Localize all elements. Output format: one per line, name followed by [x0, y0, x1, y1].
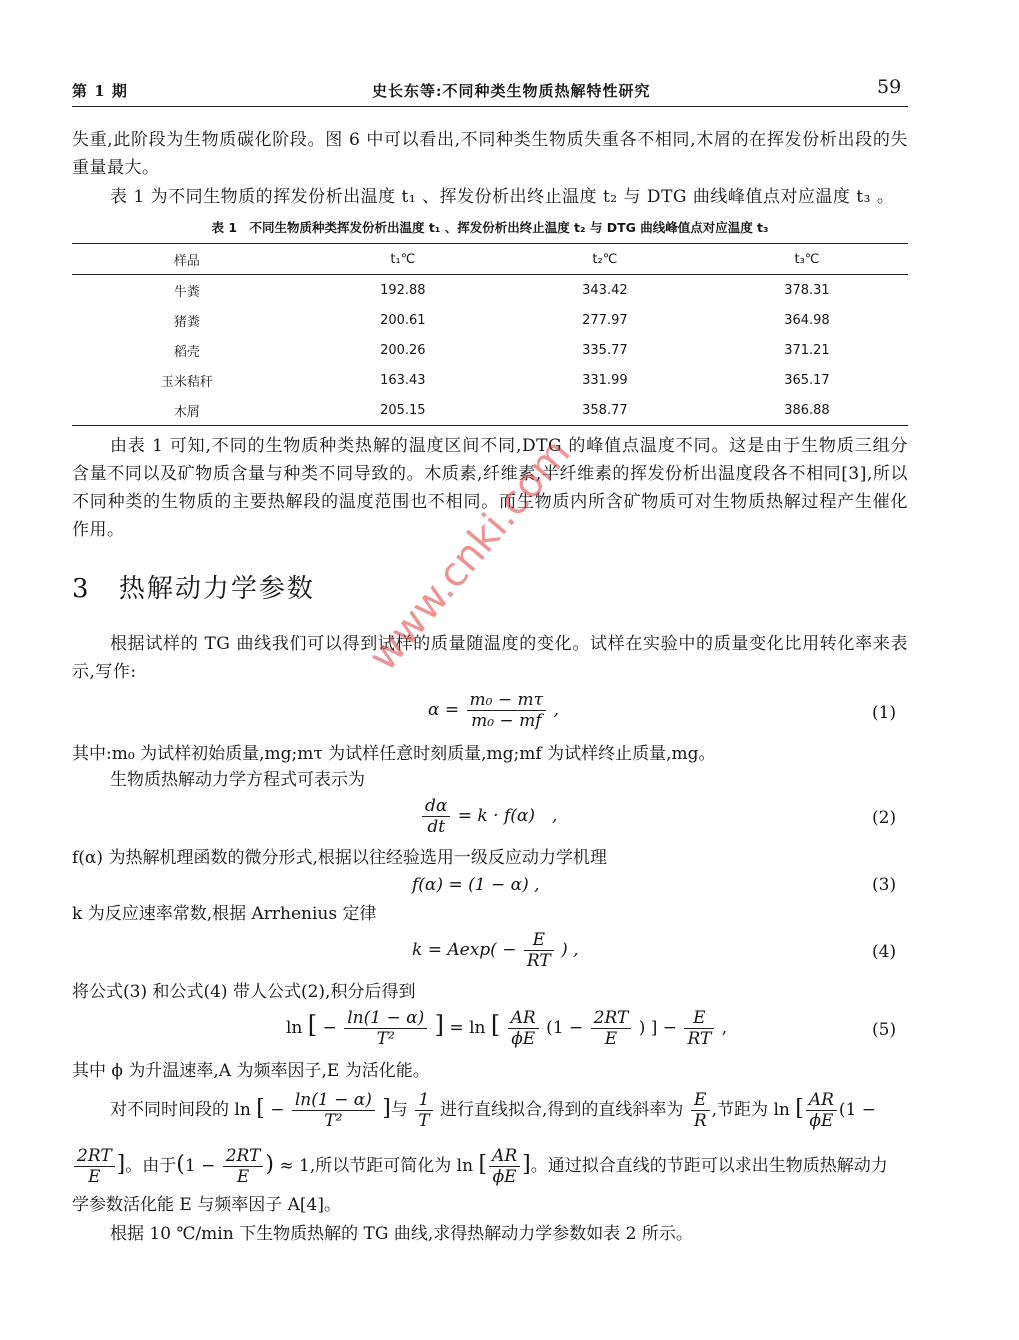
- inline-frac-ln-den: T²: [324, 1111, 343, 1131]
- paragraph-3: 由表 1 可知,不同的生物质种类热解的温度区间不同,DTG 的峰值点温度不同。这是由于生物质三组分含量不同以及矿物质含量与种类不同导致的。木质素,纤维素,半纤维素的挥发份析出温度段各不相同[3],所以不同种类的生物质的主要热解段的温度范围也不相同。而生物质内所含矿物质可对生物质热解过程产生催化作用。: [72, 436, 908, 540]
- table-cell: 386.88: [784, 402, 830, 418]
- table-header-cell: t₁℃: [390, 251, 416, 267]
- table-caption: 表 1 不同生物质种类挥发份析出温度 t₁ 、挥发份析出终止温度 t₂ 与 DTG 曲线峰值点对应温度 t₃: [211, 220, 769, 235]
- equation-1: [428, 690, 559, 731]
- eq5-ln: ln: [286, 1018, 303, 1038]
- paragraph-7: f(α) 为热解机理函数的微分形式,根据以往经验选用一级反应动力学机理: [72, 848, 607, 868]
- watermark-text: www.cnki.com: [360, 430, 580, 680]
- table-row: [72, 335, 908, 365]
- p11-text-c: 进行直线拟合,得到的直线斜率为: [440, 1100, 684, 1120]
- p11-one-minus: (1 −: [838, 1100, 877, 1120]
- table-row: [72, 365, 908, 395]
- table-cell: 木屑: [173, 404, 200, 420]
- eq5-number: (5): [872, 1020, 897, 1040]
- running-title: 史长东等:不同种类生物质热解特性研究: [372, 82, 651, 100]
- inline-frac-2rte-b-num: 2RT: [223, 1146, 264, 1167]
- inline-frac-1t-num: 1: [415, 1090, 432, 1111]
- table-row: [72, 395, 908, 426]
- table-header-cell: 样品: [173, 253, 200, 269]
- eq5-den3: E: [604, 1029, 618, 1049]
- eq1-numerator: m₀ − mτ: [467, 690, 547, 711]
- paragraph-1: 失重,此阶段为生物质碳化阶段。图 6 中可以看出,不同种类生物质失重各不相同,木屑的在挥发份析出段的失重量最大。: [72, 130, 908, 178]
- inline-frac-arphie-b-den: ϕE: [492, 1167, 517, 1187]
- inline-frac-arphie-b-num: AR: [489, 1146, 520, 1167]
- p12-text-a: 。由于: [125, 1156, 177, 1176]
- inline-fraction-1T: [415, 1090, 432, 1131]
- table-cell: 331.99: [582, 372, 628, 388]
- eq5-num1: ln(1 − α): [344, 1008, 427, 1029]
- inline-frac-1t-den: T: [418, 1111, 430, 1131]
- eq5-den2: ϕE: [511, 1029, 536, 1049]
- eq5-den4: RT: [687, 1029, 712, 1049]
- eq5-fraction-1: [344, 1008, 427, 1049]
- eq1-tail: ,: [553, 700, 559, 720]
- eq2-numerator: dα: [422, 796, 450, 817]
- inline-fraction-ARphiE-b: [489, 1146, 520, 1187]
- eq4-number: (4): [872, 942, 897, 962]
- eq3-number: (3): [872, 875, 897, 895]
- inline-frac-er-den: R: [693, 1111, 707, 1131]
- section-number: 3: [72, 574, 91, 604]
- eq5-mid: = ln: [449, 1018, 486, 1038]
- eq5-num2: AR: [508, 1008, 539, 1029]
- table-cell: 277.97: [582, 312, 628, 328]
- paragraph-9: 将公式(3) 和公式(4) 带人公式(2),积分后得到: [72, 982, 416, 1002]
- p11-text-a: 对不同时间段的 ln: [110, 1100, 251, 1120]
- eq1-number: (1): [872, 703, 897, 723]
- inline-fraction-ER: [691, 1090, 710, 1131]
- eq5-bracket-open: [: [307, 1011, 318, 1039]
- table-cell: 365.17: [784, 372, 830, 388]
- table-header-cell: t₂℃: [592, 251, 618, 267]
- table-cell: 343.42: [582, 282, 628, 298]
- inline-frac-ln-num: ln(1 − α): [292, 1090, 375, 1111]
- table-cell: 358.77: [582, 402, 628, 418]
- p11-text-d: ,节距为 ln: [711, 1100, 790, 1120]
- table-cell: 205.15: [380, 402, 426, 418]
- paragraph-12: $\frac{2RT}{E}$ ]。由于(1 − $\frac{2RT}{E}$ ) ≈ 1,所以节距可简化为 ln [ $\frac{AR}{\phi E}$ ]。通过拟合直线的节距可以求出生物质热解动力: [72, 1146, 888, 1187]
- table-row: [72, 305, 908, 335]
- eq1-fraction: [467, 690, 547, 731]
- data-table: [72, 243, 908, 426]
- inline-fraction-ARphiE: [806, 1090, 837, 1131]
- inline-frac-2rte-b-den: E: [236, 1167, 250, 1187]
- header-rule: [72, 106, 908, 107]
- table-cell: 335.77: [582, 342, 628, 358]
- table-cell: 玉米秸秆: [160, 374, 213, 390]
- page-number: 59: [877, 76, 902, 98]
- table-cell: 163.43: [380, 372, 426, 388]
- eq5-fraction-2: [508, 1008, 539, 1049]
- eq5-num3: 2RT: [591, 1008, 632, 1029]
- inline-frac-er-num: E: [691, 1090, 710, 1111]
- paragraph-4: 根据试样的 TG 曲线我们可以得到试样的质量随温度的变化。试样在实验中的质量变化比用转化率来表示,写作:: [72, 634, 908, 682]
- inline-fraction-2RTE-b: [223, 1146, 264, 1187]
- paragraph-11: 对不同时间段的 ln [ − $\frac{\ln(1 - \alpha)}{\text{T²}}$ ]与 $\frac{1}{T}$ 进行直线拟合,得到的直线斜率为 $\frac{E}{R}$ ,节距为 ln [ $\frac{AR}{\phi E}$ (1 −: [110, 1090, 877, 1131]
- paragraph-2: 表 1 为不同生物质的挥发份析出温度 t₁ 、挥发份析出终止温度 t₂ 与 DTG 曲线峰值点对应温度 t₃ 。: [110, 187, 895, 207]
- table-cell: 200.61: [380, 312, 426, 328]
- p12-text-c: 。通过拟合直线的节距可以求出生物质热解动力: [530, 1156, 888, 1176]
- equation-2: [420, 796, 557, 837]
- equation-5: ln [ − $\frac{\ln(1 - \alpha)}{\text{T²}}$ ] = ln [ $\frac{AR}{\phi E}$ (1 − $\frac{2RT}{E}$ ) ] − $\frac{E}{RT}$ ,: [286, 1008, 728, 1049]
- eq2-number: (2): [872, 808, 897, 828]
- paragraph-6: 生物质热解动力学方程式可表示为: [110, 770, 365, 790]
- paragraph-13: 学参数活化能 E 与频率因子 A[4]。: [72, 1195, 341, 1215]
- eq5-tail: ) ] −: [638, 1018, 678, 1038]
- p12-text-b: ≈ 1,所以节距可简化为 ln: [279, 1156, 474, 1176]
- eq5-num4: E: [684, 1008, 714, 1029]
- eq4-tail: ) ,: [561, 940, 579, 960]
- p11-text-b: 与: [390, 1100, 408, 1120]
- eq5-bracket-open-2: [: [490, 1011, 501, 1039]
- paragraph-10: 其中 ϕ 为升温速率,A 为频率因子,E 为活化能。: [72, 1061, 430, 1081]
- eq4-lhs: k = Aexp( −: [412, 940, 517, 960]
- paragraph-14: 根据 10 ℃/min 下生物质热解的 TG 曲线,求得热解动力学参数如表 2 所示。: [110, 1224, 693, 1244]
- eq4-numerator: E: [524, 930, 554, 951]
- inline-frac-arphie-den: ϕE: [809, 1111, 834, 1131]
- eq2-denominator: dt: [427, 817, 446, 837]
- eq2-rhs: = k · f(α) ,: [457, 806, 558, 826]
- table-row: [72, 275, 908, 306]
- issue-label: 第 1 期: [72, 82, 128, 100]
- eq1-lhs: α =: [428, 700, 460, 720]
- section-heading: [72, 568, 315, 605]
- paragraph-8: k 为反应速率常数,根据 Arrhenius 定律: [72, 904, 377, 924]
- section-title: 热解动力学参数: [118, 574, 315, 604]
- table-cell: 371.21: [784, 342, 830, 358]
- table-cell: 364.98: [784, 312, 830, 328]
- inline-frac-arphie-num: AR: [806, 1090, 837, 1111]
- paragraph-5: 其中:m₀ 为试样初始质量,mg;mτ 为试样任意时刻质量,mg;mf 为试样终止质量,mg。: [72, 744, 716, 764]
- table-cell: 192.88: [380, 282, 426, 298]
- eq5-inner: (1 −: [546, 1018, 584, 1038]
- table-header-row: [72, 244, 908, 275]
- eq5-end: ,: [721, 1018, 728, 1038]
- eq4-fraction: [524, 930, 554, 971]
- eq5-den1: T²: [376, 1029, 395, 1049]
- inline-frac-2rte-den: E: [88, 1167, 101, 1187]
- eq2-fraction: [422, 796, 450, 837]
- equation-4: [412, 930, 579, 971]
- table-cell: 378.31: [784, 282, 830, 298]
- eq1-denominator: m₀ − mf: [471, 711, 542, 731]
- table-cell: 牛粪: [173, 284, 200, 300]
- table-cell: 猪粪: [173, 314, 200, 330]
- eq5-fraction-3: [591, 1008, 632, 1049]
- table-header-cell: t₃℃: [794, 251, 820, 267]
- eq4-denominator: RT: [526, 951, 551, 971]
- eq5-bracket-close: ]: [434, 1011, 445, 1039]
- inline-frac-2rte-num: 2RT: [74, 1146, 115, 1167]
- inline-fraction-ln: [292, 1090, 375, 1131]
- table-cell: 200.26: [380, 342, 426, 358]
- inline-fraction-2RTE: [74, 1146, 115, 1187]
- eq5-fraction-4: [684, 1008, 714, 1049]
- equation-3: f(α) = (1 − α) ,: [412, 875, 540, 895]
- table-cell: 稻壳: [173, 344, 200, 360]
